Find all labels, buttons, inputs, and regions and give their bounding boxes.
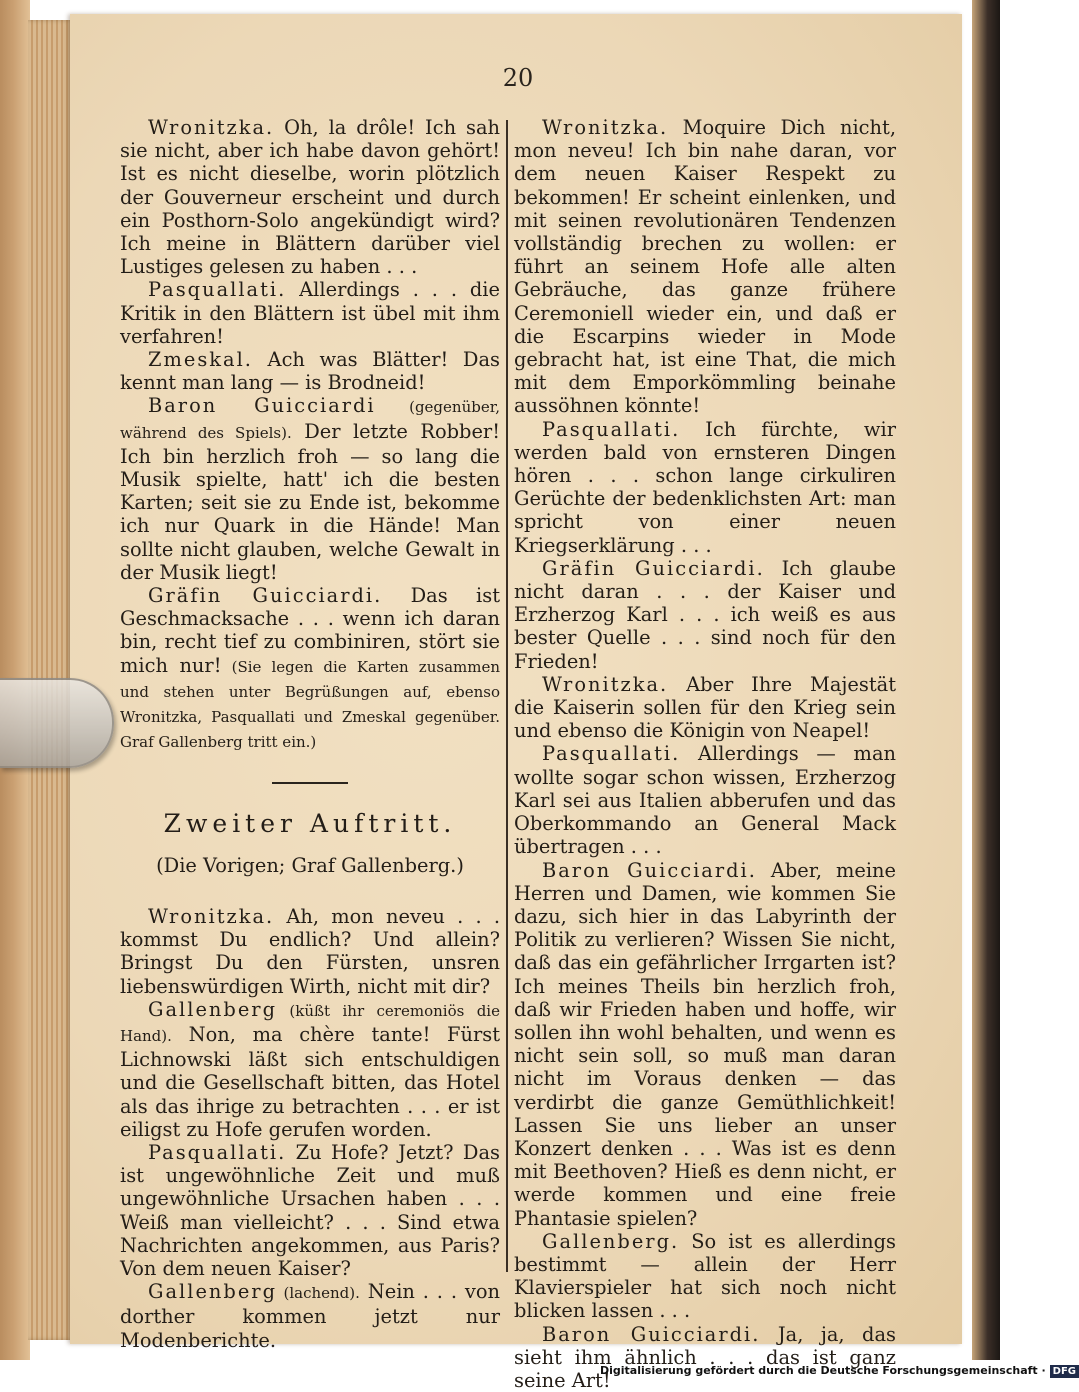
dialogue-text: Ja, ja, das sieht ihm ähnlich . . . das ist ganz seine Art! xyxy=(514,1322,896,1392)
speaker-name: Pasquallati. xyxy=(542,417,681,441)
dialogue-paragraph xyxy=(120,905,500,998)
dialogue-text: Ich glaube nicht daran . . . der Kaiser und Erzherzog Karl . . . ich weiß es aus bester Quelle . . . sind noch für den Frieden! xyxy=(514,556,897,673)
speaker-name: Pasquallati. xyxy=(148,278,287,302)
stage-direction: (Sie legen die Karten zusammen und stehen unter Begrüßungen auf, ebenso Wronitzka, Pasquallati und Zmeskal gegenüber. Graf Gallenberg tritt ein.) xyxy=(120,657,500,752)
dialogue-paragraph xyxy=(120,278,500,348)
scene-subheading: (Die Vorigen; Graf Gallenberg.) xyxy=(156,853,464,877)
dialogue-text: Das ist Geschmacksache . . . wenn ich daran bin, recht tief zu combiniren, stört sie mich nur! xyxy=(120,584,500,677)
dialogue-text: Oh, la drôle! Ich sah sie nicht, aber ich habe davon gehört! Ist es nicht dieselbe, worin plötzlich der Gouverneur erscheint und durch ein Posthorn-Solo angekündigt wird? Ich meine in Blättern darüber viel Lustiges gelesen zu haben . . . xyxy=(120,116,500,279)
dialogue-paragraph xyxy=(514,418,896,557)
dialogue-text: Aber, meine Herren und Damen, wie kommen Sie dazu, sich hier in das Labyrinth der Politik zu verlieren? Wissen Sie nicht, daß das ein gefährlicher Irrgarten ist? Ich meines Theils bin herzlich froh, daß wir Frieden haben und hoffe, wir sollen ihn wohl behalten, und wenn es nicht sein soll, so muß man daran nicht im Voraus denken — das verdirbt die ganze Gemüthlichkeit! Lassen Sie uns lieber an unser Konzert denken . . . Was ist es denn mit Beethoven? Hieß es denn nicht, er werde kommen und eine freie Phantasie spielen? xyxy=(514,858,896,1230)
dialogue-text: Der letzte Robber! Ich bin herzlich froh — so lang die Musik spielte, hatt' ich die besten Karten; seit sie zu Ende ist, bekomme ich nur Quark in die Hände! Man sollte nicht glauben, welche Gewalt in der Musik liegt! xyxy=(120,419,500,584)
footer-credit: Digitalisierung gefördert durch die Deutsche Forschungsgemeinschaft · xyxy=(600,1364,1046,1377)
dialogue-text: Zu Hofe? Jetzt? Das ist ungewöhnliche Zeit und muß ungewöhnliche Ursachen haben . . . Weiß man vielleicht? . . . Sind etwa Nachrichten angekommen, aus Paris? Von dem neuen Kaiser? xyxy=(120,1140,500,1280)
dialogue-text: Moquire Dich nicht, mon neveu! Ich bin nahe daran, vor dem neuen Kaiser Respekt zu bekommen! Er scheint einlenken, und mit seinen revolutionären Tendenzen vollständig brechen zu wollen: er führt an seinem Hofe alle alten Gebräuche, das ganze frühere Ceremoniell wieder ein, und daß er die Escarpins wieder in Mode gebracht hat, ist eine That, die mich mit dem Emporkömmling beinahe aussöhnen könnte! xyxy=(514,116,896,418)
stage-direction: (küßt ihr ceremoniös die Hand). xyxy=(120,1001,500,1045)
dialogue-paragraph xyxy=(514,1230,896,1323)
dialogue-paragraph xyxy=(514,557,896,673)
digitization-footer xyxy=(600,1364,1077,1384)
speaker-name: Wronitzka. xyxy=(148,904,275,928)
book-cover-edge-right xyxy=(972,0,1000,1360)
scene-heading: Zweiter Auftritt. xyxy=(163,809,457,839)
speaker-name: Baron Guicciardi. xyxy=(542,858,757,882)
dialogue-text: Ah, mon neveu . . . kommst Du endlich? Und allein? Bringst Du den Fürsten, unsren liebenswürdigen Wirth, nicht mit dir? xyxy=(120,904,500,998)
dialogue-text: Aber Ihre Majestät die Kaiserin sollen für den Krieg sein und ebenso die Königin von Neapel! xyxy=(514,672,896,743)
dialogue-paragraph xyxy=(120,1141,500,1280)
dialogue-paragraph xyxy=(514,673,896,743)
dfg-logo: DFG xyxy=(1050,1365,1079,1378)
dialogue-paragraph xyxy=(120,998,500,1141)
speaker-name: Pasquallati. xyxy=(542,742,681,766)
speaker-name: Wronitzka. xyxy=(542,116,669,139)
dialogue-text: Allerdings — man wollte sogar schon wissen, Erzherzog Karl sei aus Italien abberufen und das Oberkommando an General Mack übertragen . . . xyxy=(514,742,896,859)
right-column xyxy=(514,116,896,1392)
speaker-name: Baron Guicciardi. xyxy=(542,1322,761,1346)
dialogue-paragraph xyxy=(120,116,500,278)
speaker-name: Gräfin Guicciardi. xyxy=(542,556,765,580)
left-column xyxy=(120,116,500,1352)
dialogue-text: Ach was Blätter! Das kennt man lang — is Brodneid! xyxy=(120,348,500,395)
page-number: 20 xyxy=(502,64,534,92)
dialogue-paragraph xyxy=(514,116,896,418)
column-divider xyxy=(506,120,508,1272)
speaker-name: Wronitzka. xyxy=(148,116,275,139)
speaker-name: Gallenberg xyxy=(148,1280,277,1304)
dialogue-paragraph xyxy=(514,859,896,1230)
dialogue-paragraph xyxy=(120,1280,500,1352)
dialogue-text: Allerdings . . . die Kritik in den Blättern ist übel mit ihm verfahren! xyxy=(120,278,500,348)
section-rule xyxy=(272,782,348,784)
speaker-name: Gräfin Guicciardi. xyxy=(148,584,383,608)
dialogue-text: Nein . . . von dorther kommen jetzt nur Modenberichte. xyxy=(120,1280,500,1352)
stage-direction: (lachend). xyxy=(277,1284,360,1303)
dialogue-text: So ist es allerdings bestimmt — allein der Herr Klavierspieler hat sich noch nicht blicken lassen . . . xyxy=(514,1229,896,1323)
dialogue-paragraph xyxy=(514,742,896,858)
speaker-name: Baron Guicciardi xyxy=(148,394,376,418)
dialogue-paragraph xyxy=(120,394,500,584)
speaker-name: Wronitzka. xyxy=(542,672,669,696)
speaker-name: Gallenberg xyxy=(148,997,277,1021)
stage-direction: (gegenüber, während des Spiels). xyxy=(120,398,500,442)
speaker-name: Pasquallati. xyxy=(148,1140,287,1164)
dialogue-paragraph xyxy=(120,348,500,394)
dialogue-text: Ich fürchte, wir werden bald von ernsteren Dingen hören . . . schon lange cirkuliren Gerüchte der bedenklichsten Art: man spricht von einer neuen Kriegserklärung . . . xyxy=(514,417,896,557)
speaker-name: Zmeskal. xyxy=(148,348,253,372)
page-clip xyxy=(0,678,114,768)
dialogue-text: Non, ma chère tante! Fürst Lichnowski läßt sich entschuldigen und die Gesellschaft bitten, das Hotel als das ihrige zu betrachten . . . er ist eiligst zu Hofe gerufen worden. xyxy=(120,1022,500,1141)
speaker-name: Gallenberg. xyxy=(542,1229,680,1253)
dialogue-paragraph xyxy=(120,584,500,754)
